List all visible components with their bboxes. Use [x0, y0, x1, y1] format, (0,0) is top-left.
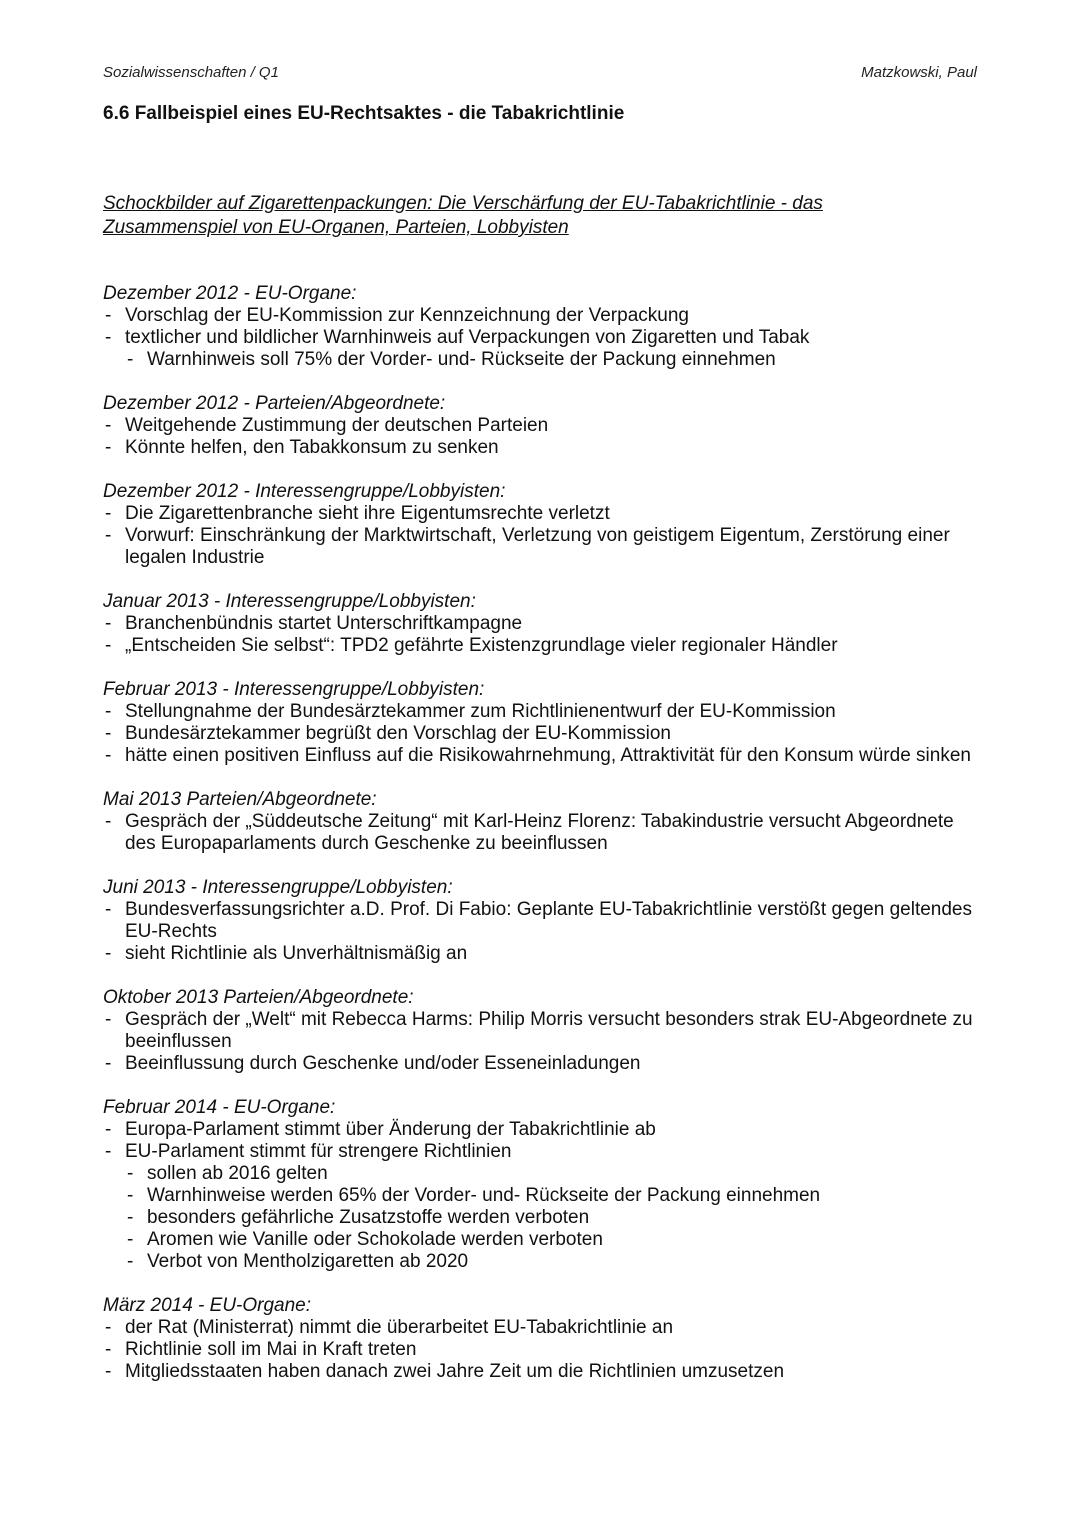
bullet-list — [103, 899, 983, 965]
course-label: Sozialwissenschaften / Q1 — [103, 64, 279, 81]
bullet-item: - Europa-Parlament stimmt über Änderung der Tabakrichtlinie ab — [103, 1119, 983, 1141]
timeline-section — [103, 481, 983, 569]
bullet-list — [103, 305, 983, 371]
section-heading: März 2014 - EU-Organe: — [103, 1295, 312, 1316]
timeline — [103, 283, 983, 1405]
section-heading: Februar 2013 - Interessengruppe/Lobbyisten: — [103, 679, 485, 700]
bullet-list — [103, 1009, 983, 1075]
timeline-section — [103, 987, 983, 1075]
bullet-item: - Beeinflussung durch Geschenke und/oder Esseneinladungen — [103, 1053, 983, 1075]
timeline-section — [103, 877, 983, 965]
bullet-item: - Mitgliedsstaaten haben danach zwei Jahre Zeit um die Richtlinien umzusetzen — [103, 1361, 983, 1383]
bullet-list — [103, 503, 983, 569]
bullet-item: - Stellungnahme der Bundesärztekammer zum Richtlinienentwurf der EU-Kommission — [103, 701, 983, 723]
bullet-item: - hätte einen positiven Einfluss auf die Risikowahrnehmung, Attraktivität für den Konsum würde sinken — [103, 745, 983, 767]
sub-bullet-item: - Warnhinweise werden 65% der Vorder- und- Rückseite der Packung einnehmen — [103, 1185, 983, 1207]
bullet-item: - Bundesverfassungsrichter a.D. Prof. Di Fabio: Geplante EU-Tabakrichtlinie verstößt gegen geltendes EU-Rechts — [103, 899, 983, 943]
document-title: 6.6 Fallbeispiel eines EU-Rechtsaktes - die Tabakrichtlinie — [103, 103, 625, 124]
bullet-item: - Weitgehende Zustimmung der deutschen Parteien — [103, 415, 983, 437]
section-heading: Januar 2013 - Interessengruppe/Lobbyisten: — [103, 591, 476, 612]
sub-bullet-item: - Verbot von Mentholzigaretten ab 2020 — [103, 1251, 983, 1273]
bullet-item: - textlicher und bildlicher Warnhinweis auf Verpackungen von Zigaretten und Tabak — [103, 327, 983, 349]
sub-bullet-item: - Aromen wie Vanille oder Schokolade werden verboten — [103, 1229, 983, 1251]
bullet-item: - Könnte helfen, den Tabakkonsum zu senken — [103, 437, 983, 459]
sub-bullet-item: - sollen ab 2016 gelten — [103, 1163, 983, 1185]
section-heading: Juni 2013 - Interessengruppe/Lobbyisten: — [103, 877, 453, 898]
bullet-item: - EU-Parlament stimmt für strengere Richtlinien — [103, 1141, 983, 1163]
bullet-item: - der Rat (Ministerrat) nimmt die überarbeitet EU-Tabakrichtlinie an — [103, 1317, 983, 1339]
bullet-item: - Richtlinie soll im Mai in Kraft treten — [103, 1339, 983, 1361]
sub-bullet-item: - Warnhinweis soll 75% der Vorder- und- Rückseite der Packung einnehmen — [103, 349, 983, 371]
bullet-item: - Gespräch der „Welt“ mit Rebecca Harms: Philip Morris versucht besonders strak EU-Abgeordnete zu beeinflussen — [103, 1009, 983, 1053]
section-heading: Dezember 2012 - Interessengruppe/Lobbyisten: — [103, 481, 506, 502]
bullet-list — [103, 1317, 983, 1383]
section-heading: Dezember 2012 - EU-Organe: — [103, 283, 357, 304]
section-heading: Februar 2014 - EU-Organe: — [103, 1097, 336, 1118]
author-name: Matzkowski, Paul — [861, 64, 977, 81]
section-heading: Dezember 2012 - Parteien/Abgeordnete: — [103, 393, 446, 414]
timeline-section — [103, 789, 983, 855]
bullet-item: - Vorschlag der EU-Kommission zur Kennzeichnung der Verpackung — [103, 305, 983, 327]
timeline-section — [103, 1295, 983, 1383]
timeline-section — [103, 283, 983, 371]
bullet-list — [103, 613, 983, 657]
timeline-section — [103, 679, 983, 767]
bullet-list — [103, 1119, 983, 1273]
bullet-list — [103, 701, 983, 767]
bullet-item: - Die Zigarettenbranche sieht ihre Eigentumsrechte verletzt — [103, 503, 983, 525]
section-heading: Oktober 2013 Parteien/Abgeordnete: — [103, 987, 414, 1008]
timeline-section — [103, 591, 983, 657]
bullet-list — [103, 811, 983, 855]
bullet-item: - sieht Richtlinie als Unverhältnismäßig an — [103, 943, 983, 965]
timeline-section — [103, 1097, 983, 1273]
bullet-item: - „Entscheiden Sie selbst“: TPD2 gefährte Existenzgrundlage vieler regionaler Händler — [103, 635, 983, 657]
timeline-section — [103, 393, 983, 459]
bullet-item: - Bundesärztekammer begrüßt den Vorschlag der EU-Kommission — [103, 723, 983, 745]
sub-bullet-item: - besonders gefährliche Zusatzstoffe werden verboten — [103, 1207, 983, 1229]
bullet-list — [103, 415, 983, 459]
document-subtitle: Schockbilder auf Zigarettenpackungen: Die Verschärfung der EU-Tabakrichtlinie - das Zusammenspiel von EU-Organen, Parteien, Lobbyisten — [103, 193, 823, 238]
section-heading: Mai 2013 Parteien/Abgeordnete: — [103, 789, 377, 810]
bullet-item: - Branchenbündnis startet Unterschriftkampagne — [103, 613, 983, 635]
bullet-item: - Vorwurf: Einschränkung der Marktwirtschaft, Verletzung von geistigem Eigentum, Zerstörung einer legalen Industrie — [103, 525, 983, 569]
bullet-item: - Gespräch der „Süddeutsche Zeitung“ mit Karl-Heinz Florenz: Tabakindustrie versucht Abgeordnete des Europaparlaments durch Geschenke zu beeinflussen — [103, 811, 983, 855]
